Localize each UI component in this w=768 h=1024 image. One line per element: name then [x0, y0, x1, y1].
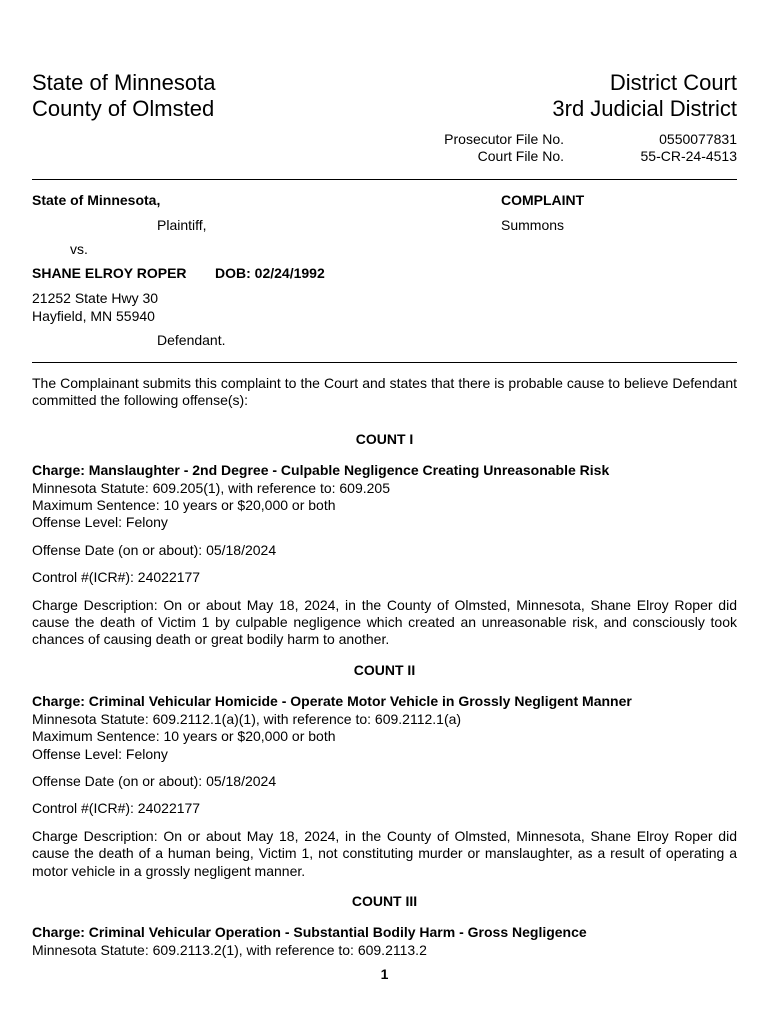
defendant-role: Defendant. — [157, 332, 226, 348]
max-sentence-line: Maximum Sentence: 10 years or $20,000 or both — [32, 497, 336, 514]
offense-level-line: Offense Level: Felony — [32, 745, 168, 762]
header-county: County of Olmsted — [32, 96, 215, 121]
charge-title: Charge: Manslaughter - 2nd Degree - Culpable Negligence Creating Unreasonable Risk — [32, 462, 610, 479]
plaintiff-name: State of Minnesota, — [32, 192, 161, 208]
offense-date-line: Offense Date (on or about): 05/18/2024 — [32, 541, 277, 558]
offense-level-line: Offense Level: Felony — [32, 514, 168, 531]
document-subtype: Summons — [501, 217, 565, 233]
control-number-line: Control #(ICR#): 24022177 — [32, 800, 201, 817]
charge-description: Charge Description: On or about May 18, 2024, in the County of Olmsted, Minnesota, Shane Elroy Roper did cause the death of a human being, Victim 1, not constituting murder or manslaughter, as a result of operating a motor vehicle in a grossly negligent manner. — [32, 827, 737, 879]
defendant-dob: DOB: 02/24/1992 — [215, 265, 325, 281]
court-file-value: 55-CR-24-4513 — [640, 148, 737, 164]
file-number-labels — [435, 131, 564, 165]
prosecutor-file-label: Prosecutor File No. — [444, 131, 564, 147]
offense-date-line: Offense Date (on or about): 05/18/2024 — [32, 772, 277, 789]
count-heading: COUNT III — [351, 892, 418, 909]
charge-title: Charge: Criminal Vehicular Operation - Substantial Bodily Harm - Gross Negligence — [32, 924, 587, 941]
count-heading: COUNT I — [355, 430, 414, 447]
statute-line: Minnesota Statute: 609.2113.2(1), with reference to: 609.2113.2 — [32, 941, 427, 958]
defendant-name: SHANE ELROY ROPER — [32, 265, 187, 281]
file-number-values — [641, 131, 738, 165]
plaintiff-role: Plaintiff, — [157, 217, 207, 233]
control-number-line: Control #(ICR#): 24022177 — [32, 569, 201, 586]
page-number: 1 — [380, 966, 389, 982]
top-divider — [32, 179, 737, 180]
complaint-body — [32, 375, 737, 959]
defendant-address-line1: 21252 State Hwy 30 — [32, 290, 159, 306]
prosecutor-file-value: 0550077831 — [659, 131, 737, 147]
header-right — [552, 70, 737, 122]
charge-title: Charge: Criminal Vehicular Homicide - Operate Motor Vehicle in Grossly Negligent Manner — [32, 693, 632, 710]
complaint-page — [32, 0, 737, 1024]
court-file-label: Court File No. — [477, 148, 564, 164]
intro-paragraph: The Complainant submits this complaint to the Court and states that there is probable cause to believe Defendant committed the following offense(s): — [32, 375, 737, 409]
caption-divider — [32, 362, 737, 363]
statute-line: Minnesota Statute: 609.205(1), with reference to: 609.205 — [32, 479, 391, 496]
versus-label: vs. — [70, 241, 88, 257]
charge-description: Charge Description: On or about May 18, 2024, in the County of Olmsted, Minnesota, Shane Elroy Roper did cause the death of Victim 1 by culpable negligence which created an unreasonable risk, and consciously took chances of causing death or great bodily harm to another. — [32, 596, 737, 648]
count-heading: COUNT II — [353, 661, 416, 678]
defendant-address-line2: Hayfield, MN 55940 — [32, 308, 155, 324]
header-district: 3rd Judicial District — [552, 96, 737, 121]
statute-line: Minnesota Statute: 609.2112.1(a)(1), with reference to: 609.2112.1(a) — [32, 710, 462, 727]
header-state: State of Minnesota — [32, 70, 216, 95]
header-court: District Court — [609, 70, 737, 95]
header-left — [32, 70, 215, 122]
document-type: COMPLAINT — [501, 192, 585, 208]
max-sentence-line: Maximum Sentence: 10 years or $20,000 or both — [32, 728, 336, 745]
